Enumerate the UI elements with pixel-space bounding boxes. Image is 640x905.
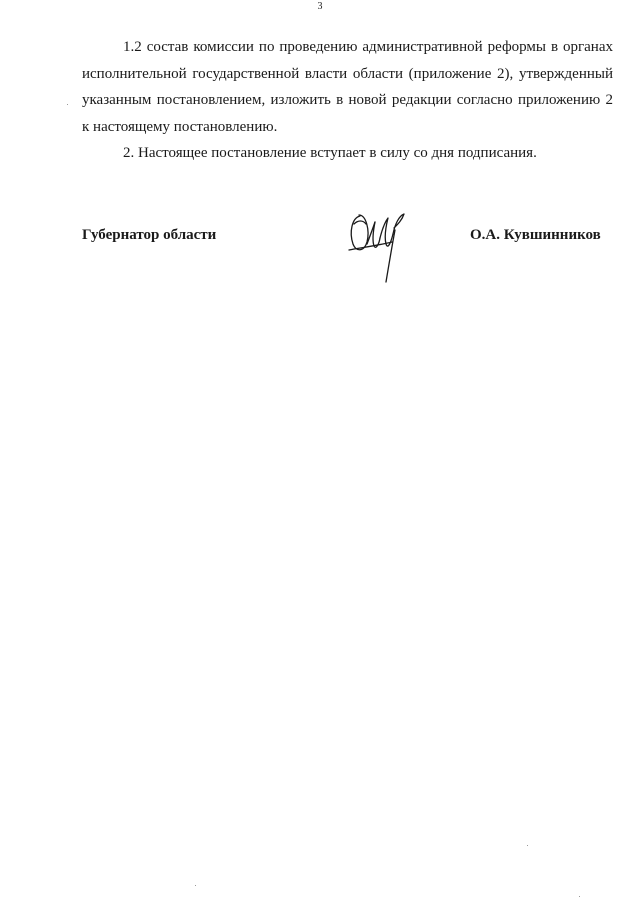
paragraph-line: исполнительной государственной власти области (приложение 2), утвержденный [82, 65, 613, 82]
page-number: 3 [317, 1, 323, 12]
signatory-title: Губернатор области [82, 227, 217, 243]
paragraph-line: указанным постановлением, изложить в новой редакции согласно приложению 2 [82, 92, 613, 108]
paragraph-line: к настоящему постановлению. [82, 118, 278, 135]
scan-speck [67, 104, 68, 105]
scan-speck [579, 896, 580, 897]
scan-speck [195, 885, 196, 886]
paragraph-item-2 [82, 140, 613, 167]
signatory-name: О.А. Кувшинников [470, 227, 601, 243]
paragraph-line: 2. Настоящее постановление вступает в силу со дня подписания. [123, 145, 537, 161]
paragraph-line: 1.2 состав комиссии по проведению административной реформы в органах [123, 39, 613, 55]
scan-speck [527, 845, 528, 846]
handwritten-signature-icon [346, 206, 408, 291]
paragraph-item-1-2 [82, 34, 613, 140]
